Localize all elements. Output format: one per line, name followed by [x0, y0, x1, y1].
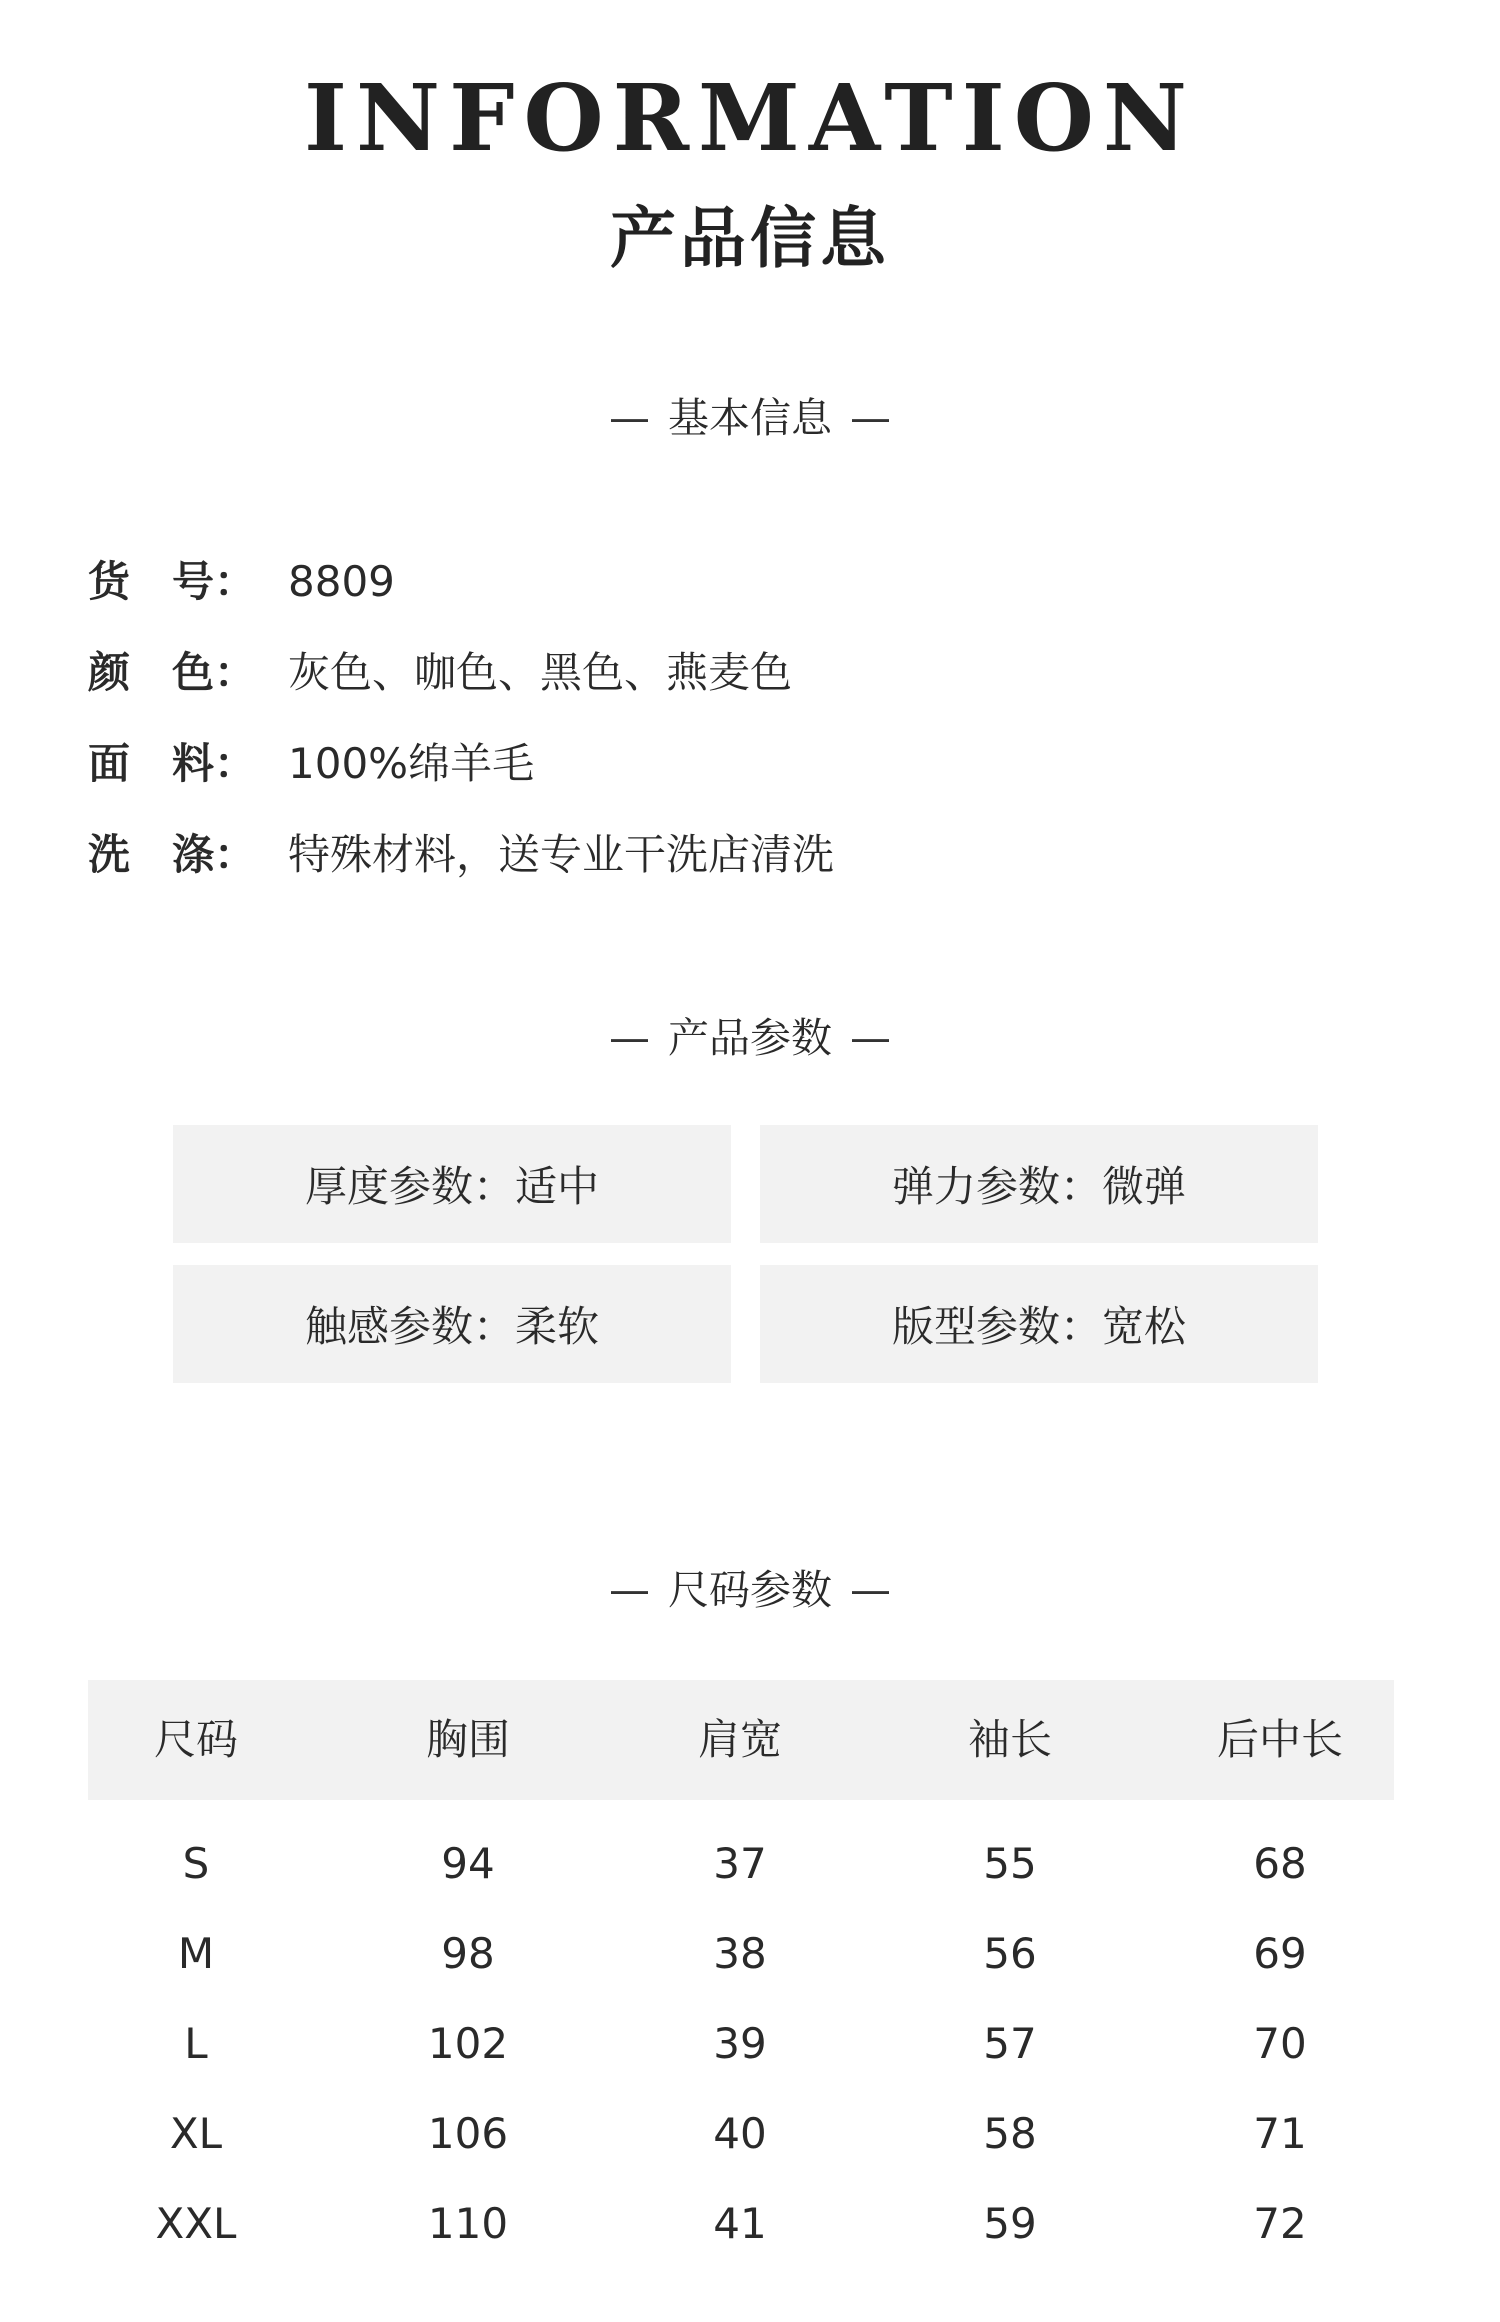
- size-table-cell: 41: [713, 2199, 767, 2248]
- section-title-product-params: 产品参数: [668, 1014, 832, 1062]
- size-table-cell: 59: [983, 2199, 1037, 2248]
- size-table-header-cell: 袖长: [967, 1715, 1052, 1764]
- size-table-header-cell: 后中长: [1216, 1715, 1343, 1764]
- dash-right: —: [850, 394, 891, 442]
- param-box-thickness: 厚度参数：适中: [173, 1125, 731, 1243]
- size-table-cell: 102: [427, 2019, 509, 2068]
- info-label: 洗 涤：: [88, 830, 257, 879]
- section-heading-product-params: [0, 1014, 1500, 1062]
- size-table-cell: 57: [983, 2019, 1037, 2068]
- size-table-cell: 56: [983, 1929, 1037, 1978]
- size-table-cell: 58: [983, 2109, 1037, 2158]
- param-box-elasticity: 弹力参数：微弹: [760, 1125, 1318, 1243]
- size-table-header-cell: 胸围: [425, 1715, 510, 1764]
- size-table-header-cell: 肩宽: [697, 1715, 782, 1764]
- page-title-chinese: 产品信息: [610, 200, 890, 277]
- size-table-cell: 68: [1253, 1839, 1307, 1888]
- size-table-cell: 55: [983, 1839, 1037, 1888]
- info-row-color: [88, 648, 793, 697]
- size-table-cell: S: [182, 1839, 210, 1888]
- size-table-cell: XXL: [155, 2199, 237, 2248]
- size-table-header-cell: 尺码: [153, 1715, 238, 1764]
- page-title-english: INFORMATION: [304, 64, 1196, 172]
- dash-right: —: [850, 1014, 891, 1062]
- info-value: 灰色、咖色、黑色、燕麦色: [288, 648, 793, 697]
- size-table-cell: L: [184, 2019, 208, 2068]
- dash-right: —: [850, 1566, 891, 1614]
- size-table-cell: 71: [1253, 2109, 1307, 2158]
- size-table-cell: 38: [713, 1929, 767, 1978]
- dash-left: —: [609, 394, 650, 442]
- size-table-cell: 94: [441, 1839, 495, 1888]
- info-value: 8809: [288, 557, 395, 606]
- section-heading-basic-info: [0, 394, 1500, 442]
- info-label: 颜 色：: [88, 648, 257, 697]
- info-label: 货 号：: [88, 557, 257, 606]
- dash-left: —: [609, 1566, 650, 1614]
- size-table-cell: 39: [713, 2019, 767, 2068]
- size-table-cell: 70: [1253, 2019, 1307, 2068]
- size-table-cell: M: [177, 1929, 215, 1978]
- size-table-cell: XL: [169, 2109, 223, 2158]
- param-box-fit: 版型参数：宽松: [760, 1265, 1318, 1383]
- size-table-cell: 69: [1253, 1929, 1307, 1978]
- info-value: 特殊材料，送专业干洗店清洗: [288, 830, 835, 879]
- info-row-washing: [88, 830, 835, 879]
- info-row-item-number: [88, 557, 395, 606]
- info-value: 100%绵羊毛: [288, 739, 535, 788]
- section-title-basic-info: 基本信息: [668, 394, 832, 442]
- size-table-cell: 106: [427, 2109, 509, 2158]
- dash-left: —: [609, 1014, 650, 1062]
- size-table-cell: 72: [1253, 2199, 1307, 2248]
- size-table-cell: 110: [427, 2199, 509, 2248]
- size-table-cell: 40: [713, 2109, 767, 2158]
- param-box-touch: 触感参数：柔软: [173, 1265, 731, 1383]
- section-heading-size-params: [0, 1566, 1500, 1614]
- info-row-fabric: [88, 739, 535, 788]
- size-table-cell: 98: [441, 1929, 495, 1978]
- section-title-size-params: 尺码参数: [668, 1566, 832, 1614]
- size-table-cell: 37: [713, 1839, 767, 1888]
- info-label: 面 料：: [88, 739, 257, 788]
